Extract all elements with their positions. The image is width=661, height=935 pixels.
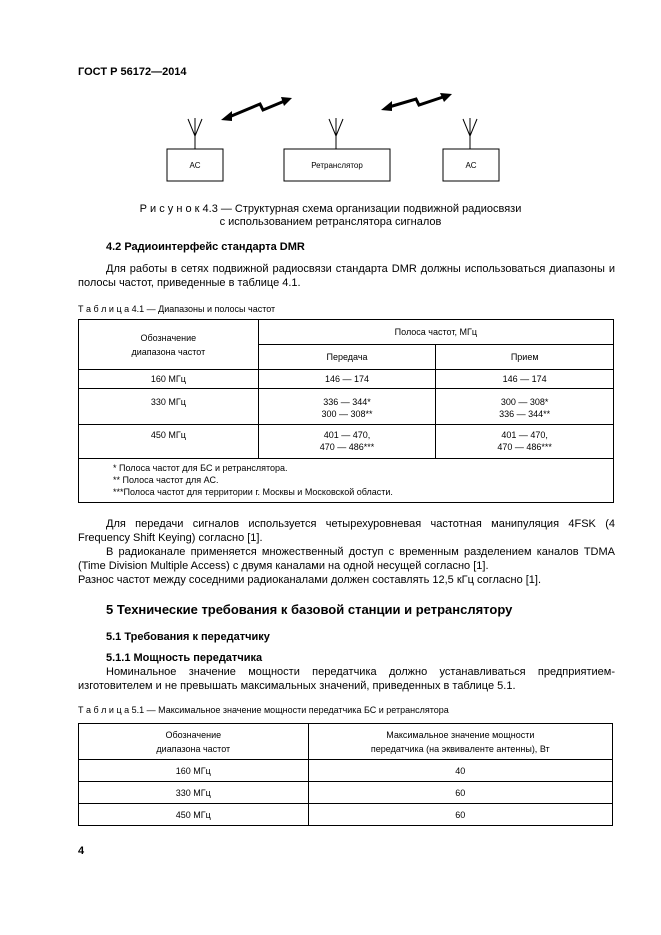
table-note: * Полоса частот для БС и ретранслятора. (113, 463, 288, 473)
network-diagram (0, 0, 661, 200)
cell-receive: 401 — 470, 470 — 486*** (436, 425, 614, 459)
node-label-as-left: АС (189, 161, 201, 170)
cell-band: 160 МГц (79, 370, 259, 389)
section-heading-5-1-1: 5.1.1 Мощность передатчика (106, 652, 263, 664)
paragraph-modulation: Для передачи сигналов используется четырехуровневая частотная манипуляция 4FSK (4 Frequency Shift Keying) согласно [1]. (78, 518, 615, 544)
antenna-icon (329, 118, 343, 149)
cell-band: 160 МГц (79, 760, 309, 782)
section-heading-5-1: 5.1 Требования к передатчику (106, 631, 270, 643)
table-note: ** Полоса частот для АС. (113, 475, 219, 485)
table-4-1-caption: Т а б л и ц а 4.1 — Диапазоны и полосы частот (78, 304, 276, 314)
antenna-icon (463, 118, 477, 149)
cell-transmit: 336 — 344* 300 — 308** (258, 389, 436, 425)
page-number: 4 (78, 845, 85, 857)
cell-power: 60 (308, 782, 612, 804)
cell-band: 330 МГц (79, 389, 259, 425)
paragraph-spacing: Разнос частот между соседними радиоканалами должен составлять 12,5 кГц согласно [1]. (78, 574, 542, 586)
col-header-power: Максимальное значение мощности передатчика (на эквиваленте антенны), Вт (308, 724, 612, 760)
document-header: ГОСТ Р 56172—2014 (78, 66, 187, 78)
table-row (79, 425, 614, 459)
table-row (79, 760, 613, 782)
table-4-1 (78, 319, 614, 503)
section-heading-5: 5 Технические требования к базовой станции и ретранслятору (106, 602, 513, 617)
table-note: ***Полоса частот для территории г. Москвы и Московской области. (113, 487, 393, 497)
paragraph-bands: Для работы в сетях подвижной радиосвязи стандарта DMR должны использоваться диапазоны и полосы частот, приведенные в таблице 4.1. (78, 263, 615, 289)
radio-link-icon (381, 93, 452, 111)
paragraph-power: Номинальное значение мощности передатчика должно устанавливаться предприятием-изготовителем и не превышать максимальных значений, приведенных в таблице 5.1. (78, 666, 615, 692)
cell-band: 330 МГц (79, 782, 309, 804)
cell-band: 450 МГц (79, 804, 309, 826)
table-row (79, 804, 613, 826)
figure-caption-line1: Р и с у н о к 4.3 — Структурная схема организации подвижной радиосвязи (139, 203, 522, 215)
table-5-1-caption: Т а б л и ц а 5.1 — Максимальное значение мощности передатчика БС и ретранслятора (78, 705, 449, 715)
cell-power: 60 (308, 804, 612, 826)
col-header-transmit: Передача (258, 345, 436, 370)
table-notes (79, 459, 614, 503)
section-heading-4-2: 4.2 Радиоинтерфейс стандарта DMR (106, 241, 305, 253)
cell-receive: 146 — 174 (436, 370, 614, 389)
node-label-as-right: АС (465, 161, 477, 170)
table-row (79, 782, 613, 804)
node-label-repeater: Ретранслятор (311, 161, 363, 170)
cell-receive: 300 — 308* 336 — 344** (436, 389, 614, 425)
col-header-frequency-band: Полоса частот, МГц (258, 320, 613, 345)
table-row (79, 389, 614, 425)
figure-caption-line2: с использованием ретранслятора сигналов (219, 216, 442, 228)
radio-link-icon (221, 97, 292, 121)
cell-transmit: 401 — 470, 470 — 486*** (258, 425, 436, 459)
cell-power: 40 (308, 760, 612, 782)
col-header-band: Обозначение диапазона частот (79, 320, 259, 370)
table-row (79, 370, 614, 389)
cell-band: 450 МГц (79, 425, 259, 459)
cell-transmit: 146 — 174 (258, 370, 436, 389)
table-5-1 (78, 723, 613, 826)
col-header-band: Обозначение диапазона частот (79, 724, 309, 760)
antenna-icon (188, 118, 202, 149)
paragraph-tdma: В радиоканале применяется множественный доступ с временным разделением каналов TDMA (Time Division Multiple Access) с двумя каналами на одной несущей согласно [1]. (78, 546, 615, 572)
col-header-receive: Прием (436, 345, 614, 370)
